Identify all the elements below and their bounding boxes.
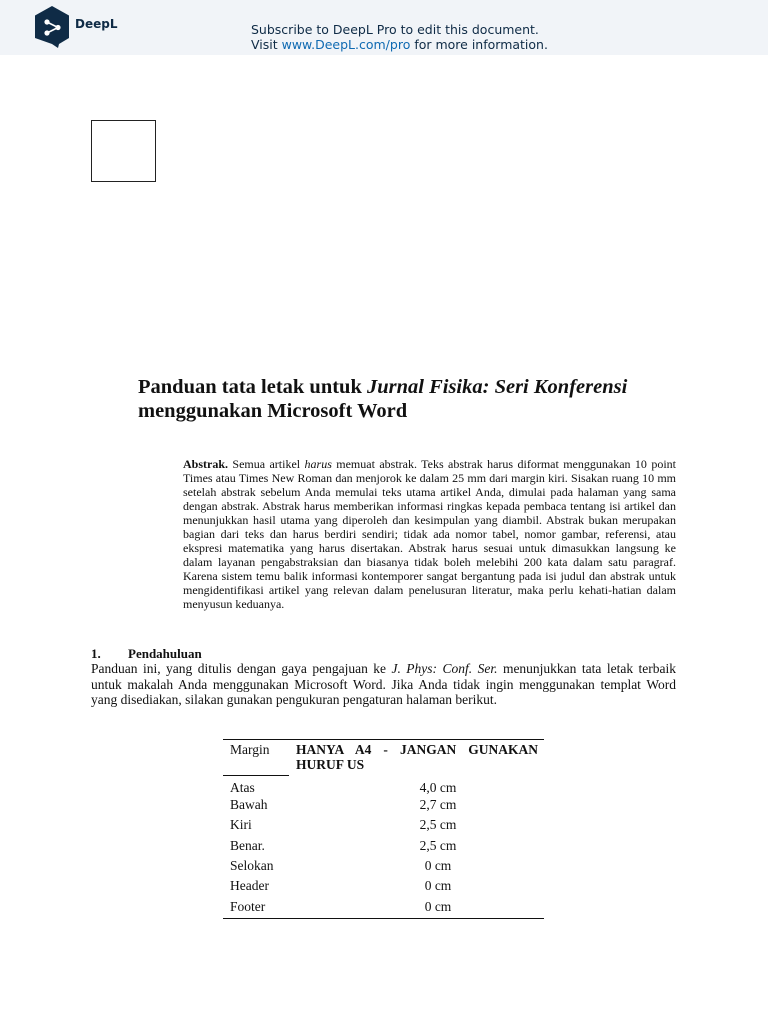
- document-title: [138, 375, 698, 423]
- section-number: 1.: [91, 646, 101, 661]
- table-row: [223, 838, 544, 855]
- row-label: Bawah: [230, 797, 268, 812]
- intro-journal-abbrev: J. Phys: Conf. Ser.: [391, 661, 498, 676]
- section-heading: [91, 646, 202, 662]
- intro-text2: menunjukkan tata letak terbaik untuk makalah Anda menggunakan Microsoft Word. Jika Anda tidak ingin menggunakan templat Word yang disediakan, silakan gunakan pengukuran pengaturan halaman berikut.: [91, 661, 677, 707]
- row-label: Benar.: [230, 838, 265, 853]
- row-label: Kiri: [230, 817, 252, 832]
- row-value: 4,0 cm: [419, 780, 457, 795]
- row-value: 2,5 cm: [419, 817, 457, 832]
- title-part1: Panduan tata letak untuk: [138, 376, 367, 398]
- table-row: [223, 797, 544, 814]
- table-row: [223, 878, 544, 895]
- row-value: 0 cm: [424, 858, 452, 873]
- deepl-logo-icon: [34, 6, 70, 48]
- row-value: 0 cm: [424, 878, 452, 893]
- visit-prefix: Visit: [251, 36, 282, 52]
- deepl-pro-link[interactable]: www.DeepL.com/pro: [281, 36, 411, 52]
- row-value: 0 cm: [424, 899, 452, 914]
- table-row: [223, 899, 544, 916]
- subscribe-line: Subscribe to DeepL Pro to edit this document.: [251, 22, 539, 37]
- visit-suffix: for more information.: [410, 36, 548, 52]
- abstract-emphasis: harus: [304, 457, 332, 471]
- title-journal-name: Jurnal Fisika: Seri Konferensi: [366, 376, 628, 398]
- title-part3: menggunakan Microsoft Word: [138, 400, 408, 422]
- row-label: Atas: [230, 780, 255, 795]
- header-margin: Margin: [230, 742, 270, 757]
- intro-text1: Panduan ini, yang ditulis dengan gaya pengajuan ke: [91, 661, 392, 676]
- row-label: Footer: [230, 899, 266, 914]
- table-row: [223, 858, 544, 875]
- row-value: 2,7 cm: [419, 797, 457, 812]
- abstract-text2: memuat abstrak. Teks abstrak harus diformat menggunakan 10 point Times atau Times New Roman dan menjorok ke dalam 25 mm dari margin kiri. Sisakan ruang 10 mm setelah abstrak sebelum Anda memulai teks utama artikel Anda, dimulai pada halaman yang sama dengan abstrak. Abstrak harus memberikan informasi ringkas kepada pembaca tentang isi artikel dan menunjukkan hasil utama yang diperoleh dan kesimpulan yang diambil. Abstrak bukan merupakan bagian dari teks dan harus berdiri sendiri; tidak ada nomor tabel, nomor gambar, referensi, atau ekspresi matematika yang harus disertakan. Abstrak harus sesuai untuk dimasukkan langsung ke dalam layanan pengabstraksian dan biasanya tidak boleh melebihi 200 kata dalam satu paragraf. Karena sistem temu balik informasi kontemporer sangat bergantung pada isi judul dan abstrak untuk mengidentifikasi artikel yang relevan dalam penelusuran literatur, maka perlu kehati-hatian dalam menyusun keduanya.: [183, 457, 676, 611]
- table-body: [223, 776, 544, 918]
- table-row: [223, 780, 544, 797]
- abstract-text1: Semua artikel: [228, 457, 305, 471]
- abstract-paragraph: [183, 457, 676, 611]
- header-a4-note: HANYA A4 - JANGAN GUNAKAN HURUF US: [296, 742, 538, 772]
- section-title: Pendahuluan: [128, 646, 202, 661]
- row-label: Selokan: [230, 858, 274, 873]
- deepl-banner: [0, 0, 768, 55]
- row-value: 2,5 cm: [419, 838, 457, 853]
- logo-placeholder-box: [91, 120, 156, 182]
- table-header: [223, 740, 544, 776]
- row-label: Header: [230, 878, 269, 893]
- visit-line: [251, 38, 548, 53]
- deepl-brand-name: DeepL: [75, 17, 118, 31]
- abstract-label: Abstrak.: [183, 457, 229, 471]
- intro-paragraph: [91, 661, 676, 708]
- table-row: [223, 817, 544, 834]
- margin-table: [223, 739, 544, 919]
- subscribe-message: [251, 23, 548, 52]
